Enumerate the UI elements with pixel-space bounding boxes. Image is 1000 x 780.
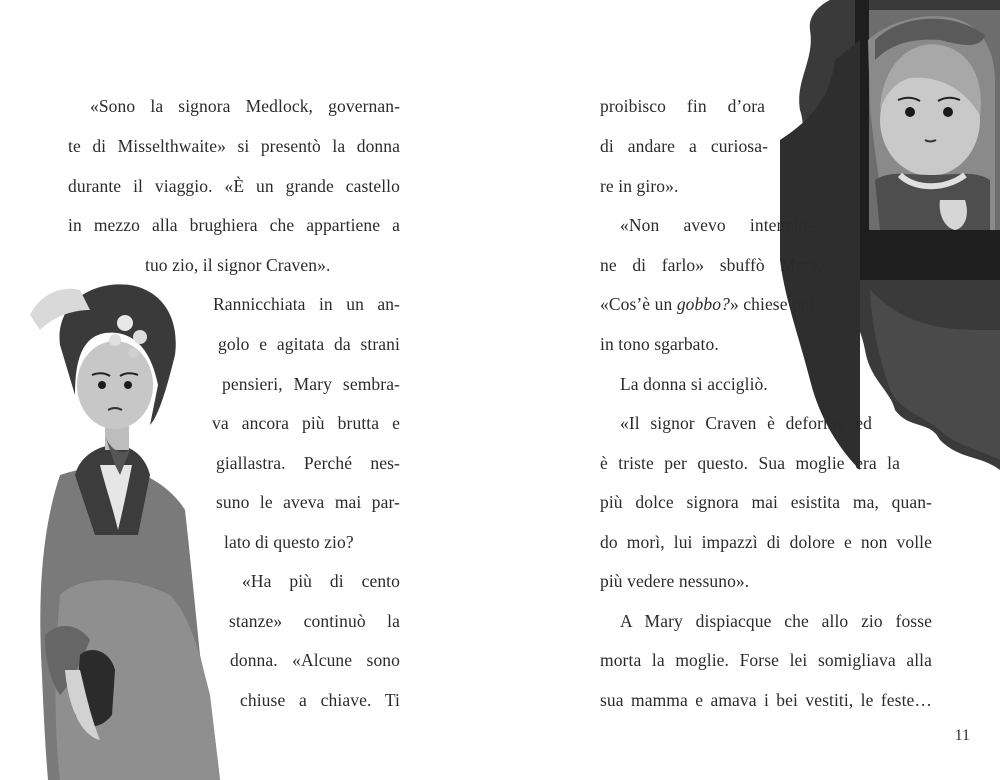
text-line: «Il signor Craven è deforme ed <box>620 413 872 433</box>
text-line: pensieri, Mary sembra- <box>222 374 400 394</box>
text-line: in mezzo alla brughiera che appartiene a <box>68 215 400 235</box>
text-line: lato di questo zio? <box>224 532 354 552</box>
text-line <box>600 294 815 314</box>
text-span: » chiese poi <box>729 294 815 314</box>
text-line: stanze» continuò la <box>229 611 400 631</box>
page-number: 11 <box>954 727 970 744</box>
text-line: proibisco fin d’ora <box>600 96 765 116</box>
text-span: «Cos’è un <box>600 294 677 314</box>
text-line: chiuse a chiave. Ti <box>240 690 400 710</box>
text-line: più dolce signora mai esistita ma, quan- <box>600 492 932 512</box>
text-line: «Non avevo intenzio- <box>620 215 813 235</box>
text-line: re in giro». <box>600 176 679 196</box>
text-line: ne di farlo» sbuffò Mary. <box>600 255 822 275</box>
text-line: è triste per questo. Sua moglie era la <box>600 453 900 473</box>
text-line: va ancora più brutta e <box>212 413 400 433</box>
text-line: sua mamma e amava i bei vestiti, le feste… <box>600 690 932 710</box>
girl-at-window-illustration <box>780 0 1000 480</box>
text-line: durante il viaggio. «È un grande castello <box>68 176 400 196</box>
text-line: «Sono la signora Medlock, governan- <box>90 96 400 116</box>
text-line: te di Misselthwaite» si presentò la donna <box>68 136 400 156</box>
text-line: La donna si accigliò. <box>620 374 768 394</box>
text-line: morta la moglie. Forse lei somigliava alla <box>600 650 932 670</box>
text-line: «Ha più di cento <box>242 571 400 591</box>
text-line: tuo zio, il signor Craven». <box>145 255 331 275</box>
text-line: A Mary dispiacque che allo zio fosse <box>620 611 932 631</box>
text-line: suno le aveva mai par- <box>216 492 400 512</box>
text-line: donna. «Alcune sono <box>230 650 400 670</box>
text-line: più vedere nessuno». <box>600 571 750 591</box>
text-line: Rannicchiata in un an- <box>213 294 400 314</box>
text-line: di andare a curiosa- <box>600 136 768 156</box>
text-line: golo e agitata da strani <box>218 334 400 354</box>
text-line: giallastra. Perché nes- <box>216 453 400 473</box>
italic-word: gobbo? <box>676 294 730 314</box>
text-line: in tono sgarbato. <box>600 334 719 354</box>
text-line: do morì, lui impazzì di dolore e non volle <box>600 532 932 552</box>
woman-in-bonnet-illustration <box>20 275 220 780</box>
